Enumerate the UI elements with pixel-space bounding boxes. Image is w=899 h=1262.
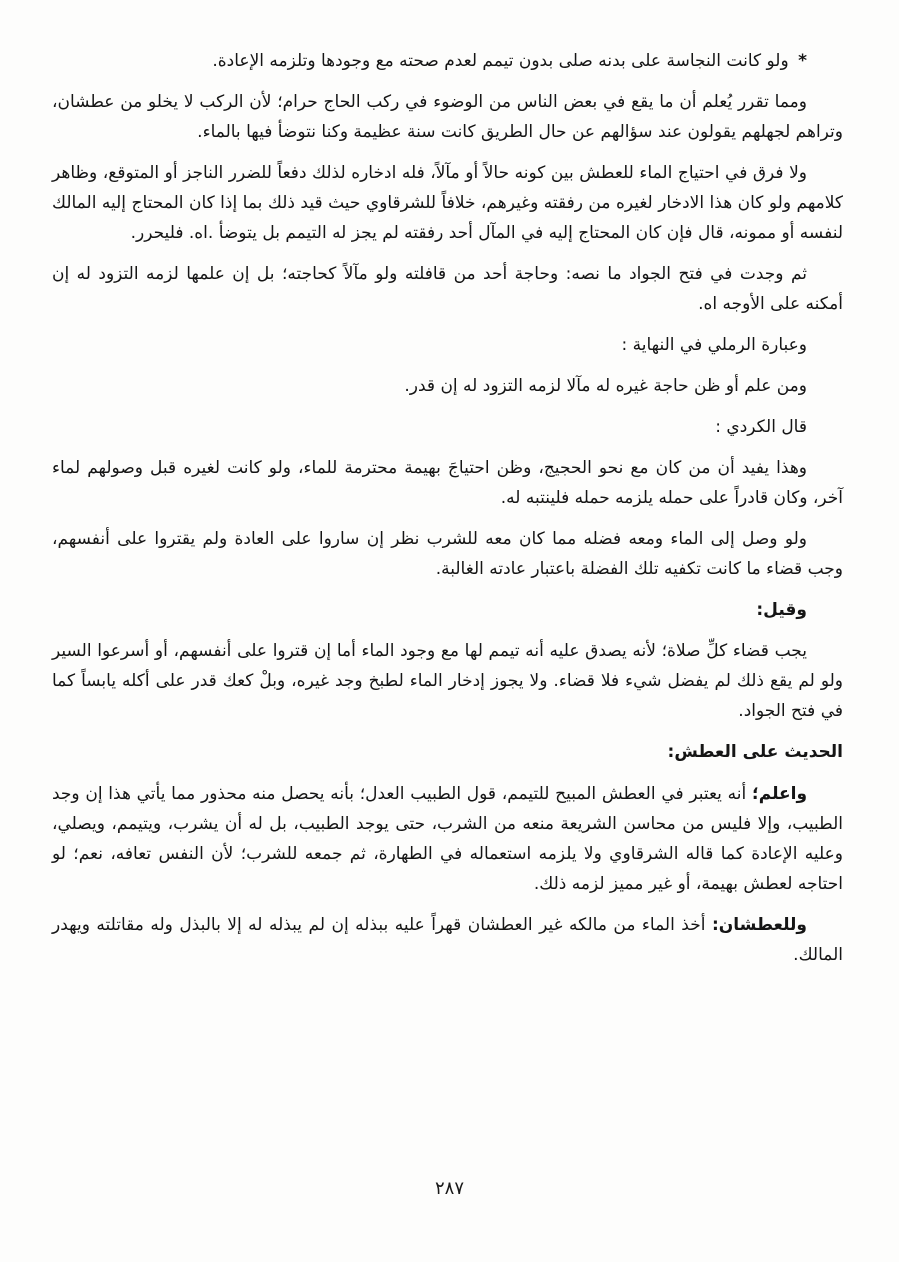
paragraph-text: وعبارة الرملي في النهاية : xyxy=(621,335,807,355)
paragraph xyxy=(52,524,843,584)
paragraph xyxy=(52,158,843,248)
paragraph xyxy=(52,87,843,147)
paragraph-text: وهذا يفيد أن من كان مع نحو الحجيج، وظن احتياجَ بهيمة محترمة للماء، ولو كانت لغيره قبل وصولهم لماء آخر، وكان قادراً على حمله يلزمه حمله فلينتبه له. xyxy=(52,458,843,508)
paragraph xyxy=(52,779,843,899)
paragraph-text: ولو كانت النجاسة على بدنه صلى بدون تيمم لعدم صحته مع وجودها وتلزمه الإعادة. xyxy=(212,51,789,71)
paragraph-lead: وللعطشان: xyxy=(711,915,807,935)
paragraph-lead: واعلم؛ xyxy=(751,784,808,804)
paragraph xyxy=(52,595,843,625)
section-heading: الحديث على العطش: xyxy=(667,742,843,762)
paragraph-text: ومما تقرر يُعلم أن ما يقع في بعض الناس من الوضوء في ركب الحاج حرام؛ لأن الركب لا يخلو من عطشان، وتراهم لجهلهم يقولون عند سؤالهم عن حال الطريق كانت سنة عظيمة وكنا نتوضأ فيها بالماء. xyxy=(52,92,843,142)
paragraph-text: يجب قضاء كلِّ صلاة؛ لأنه يصدق عليه أنه تيمم لها مع وجود الماء أما إن قتروا على أنفسهم، أو أسرعوا السير ولو لم يقع ذلك لم يفضل شيء فلا قضاء. ولا يجوز إدخار الماء لطبخ وجد غيره، وبلْ كعك قدر على أكله يابساً كما في فتح الجواد. xyxy=(52,641,843,721)
paragraph xyxy=(52,330,843,360)
page-number: ٢٨٧ xyxy=(434,1178,464,1199)
paragraph-lead: وقيل: xyxy=(756,600,807,620)
paragraph xyxy=(52,46,843,76)
paragraph xyxy=(52,412,843,442)
paragraph-text: ومن علم أو ظن حاجة غيره له مآلا لزمه التزود له إن قدر. xyxy=(404,376,807,396)
asterisk-marker: * xyxy=(798,51,807,71)
paragraph-text: ثم وجدت في فتح الجواد ما نصه: وحاجة أحد من قافلته ولو مآلاً كحاجته؛ بل إن علمها لزمه التزود له إن أمكنه على الأوجه اه. xyxy=(52,264,843,314)
paragraph-text: قال الكردي : xyxy=(715,417,807,437)
paragraph-text: ولو وصل إلى الماء ومعه فضله مما كان معه للشرب نظر إن ساروا على العادة ولم يقتروا على أنفسهم، وجب قضاء ما كانت تكفيه تلك الفضلة باعتبار عادته الغالبة. xyxy=(52,529,843,579)
paragraph xyxy=(52,636,843,726)
paragraph xyxy=(52,453,843,513)
paragraph-text: ولا فرق في احتياج الماء للعطش بين كونه حالاً أو مآلاً، فله ادخاره لذلك دفعاً للضرر الناجز أو المتوقع، وظاهر كلامهم ولو كان هذا الادخار لغيره من رفقته وغيرهم، خلافاً للشرقاوي حيث قيد ذلك بما إذا كان المحتاج إليه المالك لنفسه أو ممونه، قال فإن كان المحتاج إليه في المآل أحد رفقته لم يجز له التيمم بل يتوضأ .اه. فليحرر. xyxy=(52,163,843,243)
paragraph xyxy=(52,371,843,401)
paragraph-text: أنه يعتبر في العطش المبيح للتيمم، قول الطبيب العدل؛ بأنه يحصل منه محذور مما يأتي هذا إن وجد الطبيب، وإلا فليس من محاسن الشريعة منعه من الشرب، حتى يوجد الطبيب، بل له أن يشرب، ويتيمم، ويصلي، وعليه الإعادة كما قاله الشرقاوي ولا يلزمه استعماله في الطهارة، ثم جمعه للشرب؛ لأن النفس تعافه، نعم؛ لو احتاجه لعطش بهيمة، أو غير مميز لزمه ذلك. xyxy=(52,784,843,894)
paragraph xyxy=(52,910,843,970)
paragraph xyxy=(52,259,843,319)
paragraph-text: أخذ الماء من مالكه غير العطشان قهراً عليه ببذله إن لم يبذله له إلا بالبذل وله مقاتلته ويهدر المالك. xyxy=(52,915,843,965)
